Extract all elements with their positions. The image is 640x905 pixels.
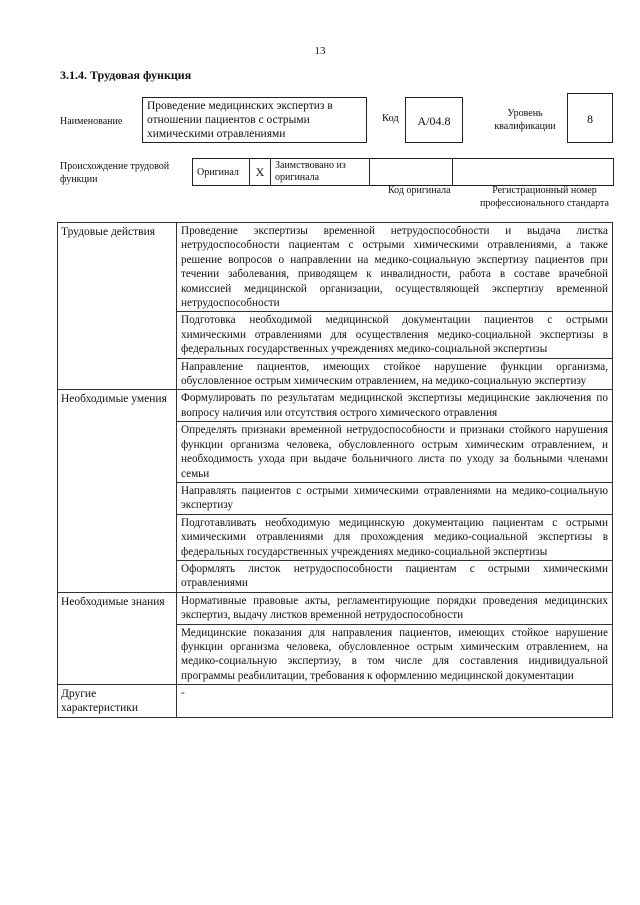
section-title: 3.1.4. Трудовая функция xyxy=(60,68,192,82)
table-row xyxy=(58,223,613,312)
required-knowledge-label: Необходимые знания xyxy=(58,592,177,684)
name-value: Проведение медицинских экспертиз в отношении пациентов с острыми химическими отравлениями xyxy=(142,97,367,143)
required-skills-item: Подготавливать необходимую медицинскую документацию пациентам с острыми химическими отравлениями для прохождения медико-социальной экспертизы в федеральных государственных учреждениях медико-социальной экспертизы xyxy=(177,514,613,560)
required-skills-item: Оформлять листок нетрудоспособности пациентам с острыми химическими отравлениями xyxy=(177,560,613,592)
labor-actions-item: Подготовка необходимой медицинской документации пациентов с острыми химическими отравлениями для осуществления медико-социальной экспертизы в федеральных государственных учреждениях медико-социальной экспертизы xyxy=(177,312,613,358)
original-code-caption: Код оригинала xyxy=(388,185,451,196)
table-row xyxy=(58,592,613,624)
qualification-level-label: Уровень квалификации xyxy=(494,108,556,132)
table-row xyxy=(58,390,613,422)
labor-function-table xyxy=(57,222,613,718)
labor-actions-label: Трудовые действия xyxy=(58,223,177,390)
original-mark: X xyxy=(250,159,271,186)
origin-label: Происхождение трудовой функции xyxy=(60,161,170,185)
origin-table xyxy=(192,158,614,186)
required-skills-item: Определять признаки временной нетрудоспособности и признаки стойкого нарушения функции организма человека, обусловленного острым химическим отравлением, и необходимость ухода при выдаче больничного листа по уходу за больными членами семьи xyxy=(177,422,613,483)
labor-actions-item: Направление пациентов, имеющих стойкое нарушение функции организма, обусловленное острым химическим отравлением, на медико-социальную экспертизу xyxy=(177,358,613,390)
required-skills-item: Формулировать по результатам медицинской экспертизы медицинские заключения по вопросу наличия или отсутствия острого химического отравления xyxy=(177,390,613,422)
page-number: 13 xyxy=(314,45,326,57)
required-skills-item: Направлять пациентов с острыми химическими отравлениями на медико-социальную экспертизу xyxy=(177,482,613,514)
required-skills-label: Необходимые умения xyxy=(58,390,177,592)
code-label: Код xyxy=(382,113,399,124)
code-value: А/04.8 xyxy=(405,97,463,143)
name-label: Наименование xyxy=(60,116,123,127)
required-knowledge-item: Медицинские показания для направления пациентов, имеющих стойкое нарушение функции организма человека, обусловленное острым химическим отравлением, на медико-социальную экспертизу, в том числе для составления индивидуальной программы реабилитации, требования к оформлению медицинской документации xyxy=(177,624,613,685)
registration-number-cell xyxy=(453,159,614,186)
registration-number-caption: Регистрационный номер профессионального стандарта xyxy=(480,185,609,209)
qualification-level-value: 8 xyxy=(567,93,613,143)
other-characteristics-item: - xyxy=(177,685,613,718)
borrowed-label: Заимствовано из оригинала xyxy=(271,159,370,186)
labor-actions-item: Проведение экспертизы временной нетрудоспособности и выдача листка нетрудоспособности пациентам с острыми химическими отравлениями, а также решение вопросов о направлении на медико-социальную экспертизу пациентов при течении заболевания, приводящем к инвалидности, работа в составе врачебной комиссией медицинской организации, осуществляющей экспертизу временной нетрудоспособности xyxy=(177,223,613,312)
table-row xyxy=(58,685,613,718)
original-code-cell xyxy=(370,159,453,186)
original-label: Оригинал xyxy=(193,159,250,186)
other-characteristics-label: Другие характеристики xyxy=(58,685,177,718)
required-knowledge-item: Нормативные правовые акты, регламентирующие порядки проведения медицинских экспертиз, выдачу листков временной нетрудоспособности xyxy=(177,592,613,624)
